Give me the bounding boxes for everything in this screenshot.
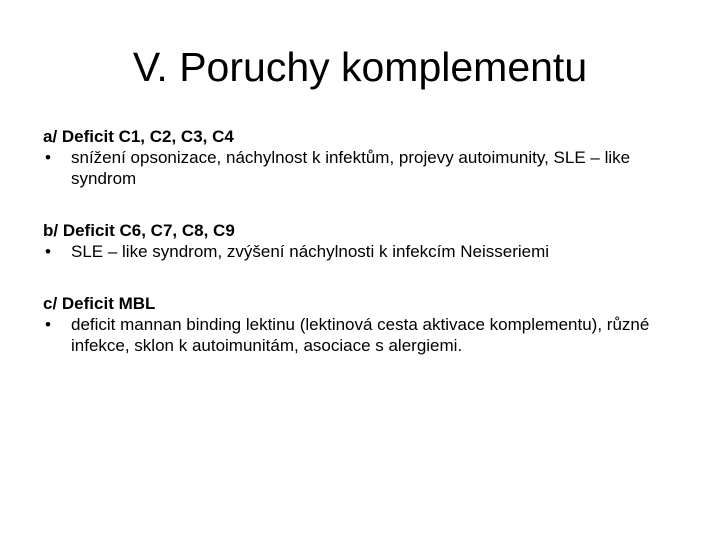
section-c xyxy=(43,293,693,356)
section-heading: b/ Deficit C6, C7, C8, C9 xyxy=(43,221,235,240)
bullet-item xyxy=(43,241,693,262)
bullet-text: deficit mannan binding lektinu (lektinová cesta aktivace komplementu), různé infekce, sklon k autoimunitám, asociace s alergiemi. xyxy=(71,315,650,355)
slide-title: V. Poruchy komplementu xyxy=(132,44,588,90)
bullet-icon: • xyxy=(45,242,51,261)
bullet-icon: • xyxy=(45,315,51,334)
slide-content xyxy=(43,126,693,387)
bullet-icon: • xyxy=(45,148,51,167)
bullet-text: SLE – like syndrom, zvýšení náchylnosti k infekcím Neisseriemi xyxy=(71,242,550,261)
bullet-text: snížení opsonizace, náchylnost k infektům, projevy autoimunity, SLE – like syndrom xyxy=(71,148,631,188)
section-heading: c/ Deficit MBL xyxy=(43,294,156,313)
section-b xyxy=(43,220,693,262)
bullet-item xyxy=(43,147,693,189)
bullet-item xyxy=(43,314,693,356)
section-heading: a/ Deficit C1, C2, C3, C4 xyxy=(43,127,234,146)
section-a xyxy=(43,126,693,189)
